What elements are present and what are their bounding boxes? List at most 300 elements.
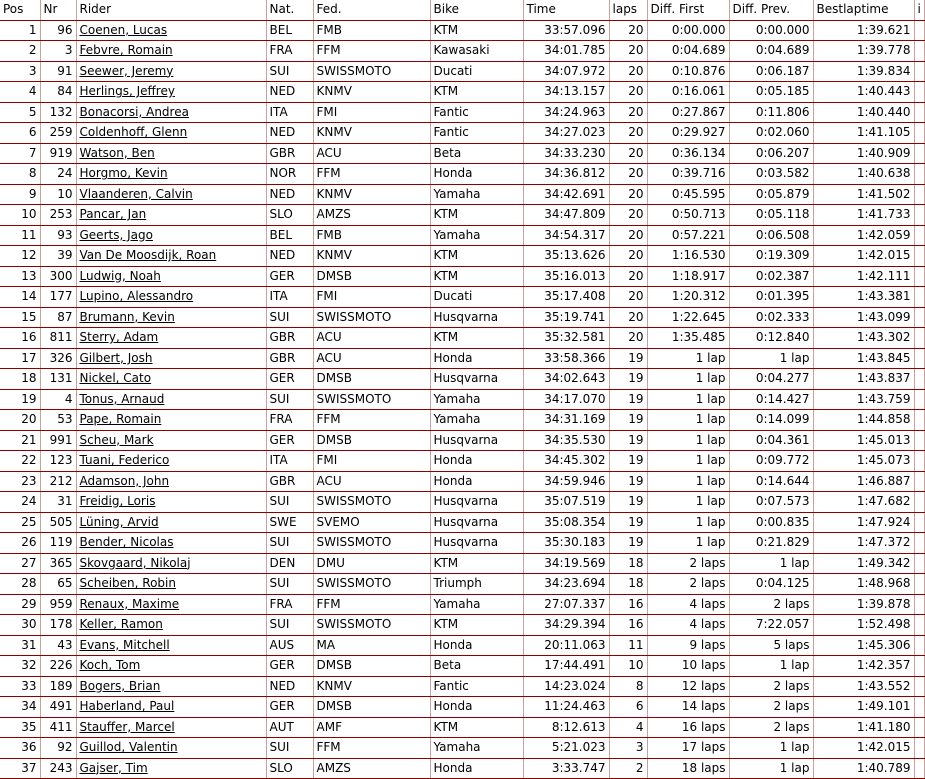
cell-nr: 96 (40, 20, 76, 41)
cell-info (914, 492, 924, 513)
cell-bike: KTM (430, 553, 523, 574)
cell-diff-prev: 0:07.573 (729, 492, 813, 513)
cell-nr: 93 (40, 225, 76, 246)
cell-nat: NED (266, 82, 313, 103)
cell-laps: 20 (609, 184, 647, 205)
rider-link[interactable]: Ludwig, Noah (79, 268, 161, 283)
cell-time: 34:23.694 (523, 574, 609, 595)
cell-rider (76, 348, 266, 369)
cell-bestlaptime: 1:41.733 (813, 205, 914, 226)
cell-pos: 27 (0, 553, 40, 574)
cell-bestlaptime: 1:46.887 (813, 471, 914, 492)
cell-diff-first: 9 laps (647, 635, 729, 656)
rider-link[interactable]: Van De Moosdijk, Roan (79, 248, 217, 263)
table-row (0, 369, 924, 390)
rider-link[interactable]: Lüning, Arvid (79, 514, 159, 529)
cell-time: 27:07.337 (523, 594, 609, 615)
cell-diff-prev: 1 lap (729, 553, 813, 574)
cell-laps: 20 (609, 287, 647, 308)
rider-link[interactable]: Koch, Tom (79, 658, 141, 673)
table-row (0, 533, 924, 554)
cell-time: 35:19.741 (523, 307, 609, 328)
cell-rider (76, 471, 266, 492)
cell-time: 34:59.946 (523, 471, 609, 492)
cell-bike: Husqvarna (430, 430, 523, 451)
cell-time: 35:07.519 (523, 492, 609, 513)
table-row (0, 656, 924, 677)
cell-time: 34:54.317 (523, 225, 609, 246)
cell-nr: 259 (40, 123, 76, 144)
cell-bestlaptime: 1:39.778 (813, 41, 914, 62)
cell-nr: 811 (40, 328, 76, 349)
cell-diff-prev: 0:06.207 (729, 143, 813, 164)
table-row (0, 307, 924, 328)
rider-link[interactable]: Geerts, Jago (79, 227, 153, 242)
cell-bestlaptime: 1:43.302 (813, 328, 914, 349)
cell-bike: Yamaha (430, 410, 523, 431)
table-row (0, 205, 924, 226)
cell-time: 34:33.230 (523, 143, 609, 164)
cell-fed: FFM (313, 164, 430, 185)
cell-bestlaptime: 1:40.440 (813, 102, 914, 123)
rider-link[interactable]: Coldenhoff, Glenn (79, 125, 188, 140)
cell-nat: GER (266, 656, 313, 677)
cell-diff-prev: 0:14.427 (729, 389, 813, 410)
cell-nat: GER (266, 697, 313, 718)
cell-fed: FMI (313, 451, 430, 472)
cell-rider (76, 594, 266, 615)
cell-nr: 4 (40, 389, 76, 410)
cell-diff-prev: 1 lap (729, 738, 813, 759)
table-row (0, 512, 924, 533)
cell-bike: Fantic (430, 102, 523, 123)
cell-rider (76, 758, 266, 779)
cell-bike: Honda (430, 635, 523, 656)
cell-rider (76, 492, 266, 513)
cell-diff-prev: 0:02.387 (729, 266, 813, 287)
cell-laps: 20 (609, 102, 647, 123)
cell-laps: 10 (609, 656, 647, 677)
cell-info (914, 656, 924, 677)
cell-rider (76, 41, 266, 62)
rider-link[interactable]: Tonus, Arnaud (79, 391, 165, 406)
header-row (0, 0, 924, 20)
cell-diff-first: 0:29.927 (647, 123, 729, 144)
table-row (0, 758, 924, 779)
cell-diff-prev: 0:12.840 (729, 328, 813, 349)
cell-fed: KNMV (313, 246, 430, 267)
cell-diff-prev: 0:11.806 (729, 102, 813, 123)
rider-link[interactable]: Herlings, Jeffrey (79, 84, 175, 99)
rider-link[interactable]: Sterry, Adam (79, 330, 159, 345)
cell-nat: GBR (266, 348, 313, 369)
cell-diff-prev: 0:00.000 (729, 20, 813, 41)
table-row (0, 20, 924, 41)
cell-time: 34:35.530 (523, 430, 609, 451)
header-diff-first: Diff. First (647, 0, 729, 20)
cell-diff-first: 0:45.595 (647, 184, 729, 205)
rider-link[interactable]: Bogers, Brian (79, 678, 161, 693)
cell-pos: 31 (0, 635, 40, 656)
cell-laps: 19 (609, 369, 647, 390)
cell-diff-first: 16 laps (647, 717, 729, 738)
cell-laps: 20 (609, 205, 647, 226)
cell-fed: DMSB (313, 266, 430, 287)
cell-diff-prev: 0:05.118 (729, 205, 813, 226)
cell-laps: 19 (609, 512, 647, 533)
cell-laps: 18 (609, 553, 647, 574)
cell-nr: 119 (40, 533, 76, 554)
table-row (0, 574, 924, 595)
cell-bike: Yamaha (430, 594, 523, 615)
cell-laps: 20 (609, 20, 647, 41)
cell-pos: 36 (0, 738, 40, 759)
cell-laps: 16 (609, 594, 647, 615)
rider-link[interactable]: Skovgaard, Nikolaj (79, 555, 191, 570)
cell-bike: KTM (430, 205, 523, 226)
cell-fed: MA (313, 635, 430, 656)
cell-diff-prev: 0:03.582 (729, 164, 813, 185)
cell-rider (76, 328, 266, 349)
cell-nat: SUI (266, 738, 313, 759)
cell-nat: SWE (266, 512, 313, 533)
cell-nat: NED (266, 246, 313, 267)
cell-pos: 23 (0, 471, 40, 492)
cell-diff-first: 1 lap (647, 348, 729, 369)
cell-bestlaptime: 1:43.845 (813, 348, 914, 369)
cell-nr: 365 (40, 553, 76, 574)
cell-diff-first: 0:00.000 (647, 20, 729, 41)
rider-link[interactable]: Adamson, John (79, 473, 170, 488)
cell-diff-prev: 2 laps (729, 697, 813, 718)
cell-nr: 131 (40, 369, 76, 390)
cell-bestlaptime: 1:43.759 (813, 389, 914, 410)
cell-pos: 4 (0, 82, 40, 103)
cell-time: 11:24.463 (523, 697, 609, 718)
cell-diff-prev: 1 lap (729, 758, 813, 779)
table-row (0, 389, 924, 410)
cell-nat: ITA (266, 287, 313, 308)
cell-diff-first: 4 laps (647, 615, 729, 636)
rider-link[interactable]: Scheu, Mark (79, 432, 154, 447)
cell-time: 34:19.569 (523, 553, 609, 574)
cell-pos: 15 (0, 307, 40, 328)
rider-link[interactable]: Pancar, Jan (79, 207, 147, 222)
cell-bestlaptime: 1:39.878 (813, 594, 914, 615)
cell-diff-first: 1 lap (647, 492, 729, 513)
cell-nr: 189 (40, 676, 76, 697)
cell-laps: 19 (609, 430, 647, 451)
table-row (0, 676, 924, 697)
cell-rider (76, 389, 266, 410)
cell-nat: FRA (266, 410, 313, 431)
cell-bike: Husqvarna (430, 369, 523, 390)
rider-link[interactable]: Bonacorsi, Andrea (79, 104, 189, 119)
rider-link[interactable]: Scheiben, Robin (79, 576, 176, 591)
cell-bestlaptime: 1:42.357 (813, 656, 914, 677)
cell-fed: AMZS (313, 758, 430, 779)
cell-bike: Kawasaki (430, 41, 523, 62)
cell-bestlaptime: 1:43.837 (813, 369, 914, 390)
cell-nr: 10 (40, 184, 76, 205)
rider-link[interactable]: Vlaanderen, Calvin (79, 186, 193, 201)
cell-info (914, 697, 924, 718)
cell-nat: SLO (266, 758, 313, 779)
cell-laps: 20 (609, 307, 647, 328)
cell-bestlaptime: 1:39.621 (813, 20, 914, 41)
cell-bike: Honda (430, 164, 523, 185)
header-rider: Rider (76, 0, 266, 20)
cell-nat: SLO (266, 205, 313, 226)
cell-info (914, 123, 924, 144)
cell-bestlaptime: 1:39.834 (813, 61, 914, 82)
rider-link[interactable]: Seewer, Jeremy (79, 63, 174, 78)
table-row (0, 266, 924, 287)
cell-bestlaptime: 1:42.111 (813, 266, 914, 287)
cell-rider (76, 20, 266, 41)
cell-bestlaptime: 1:41.502 (813, 184, 914, 205)
cell-nr: 300 (40, 266, 76, 287)
cell-fed: ACU (313, 143, 430, 164)
cell-time: 8:12.613 (523, 717, 609, 738)
rider-link[interactable]: Gajser, Tim (79, 760, 148, 775)
cell-bestlaptime: 1:52.498 (813, 615, 914, 636)
cell-laps: 19 (609, 533, 647, 554)
cell-pos: 25 (0, 512, 40, 533)
cell-bestlaptime: 1:43.552 (813, 676, 914, 697)
cell-info (914, 61, 924, 82)
cell-rider (76, 266, 266, 287)
cell-diff-prev: 0:04.277 (729, 369, 813, 390)
cell-fed: KNMV (313, 82, 430, 103)
cell-info (914, 287, 924, 308)
cell-rider (76, 574, 266, 595)
cell-nr: 326 (40, 348, 76, 369)
rider-link[interactable]: Freidig, Loris (79, 494, 156, 509)
cell-nat: NED (266, 184, 313, 205)
table-row (0, 717, 924, 738)
cell-laps: 20 (609, 41, 647, 62)
rider-link[interactable]: Lupino, Alessandro (79, 289, 194, 304)
cell-info (914, 307, 924, 328)
rider-link[interactable]: Brumann, Kevin (79, 309, 175, 324)
cell-info (914, 471, 924, 492)
cell-fed: KNMV (313, 676, 430, 697)
rider-link[interactable]: Pape, Romain (79, 412, 162, 427)
rider-link[interactable]: Watson, Ben (79, 145, 155, 160)
rider-link[interactable]: Guillod, Valentin (79, 740, 178, 755)
cell-time: 34:17.070 (523, 389, 609, 410)
cell-laps: 20 (609, 225, 647, 246)
cell-bestlaptime: 1:40.443 (813, 82, 914, 103)
cell-diff-first: 1 lap (647, 389, 729, 410)
cell-diff-prev: 0:06.187 (729, 61, 813, 82)
cell-fed: FFM (313, 41, 430, 62)
cell-nat: SUI (266, 615, 313, 636)
cell-bike: Fantic (430, 676, 523, 697)
cell-bike: Beta (430, 656, 523, 677)
cell-bike: KTM (430, 246, 523, 267)
cell-time: 35:30.183 (523, 533, 609, 554)
cell-nat: FRA (266, 41, 313, 62)
cell-laps: 19 (609, 348, 647, 369)
table-row (0, 635, 924, 656)
cell-bike: Honda (430, 758, 523, 779)
cell-fed: SWISSMOTO (313, 574, 430, 595)
cell-diff-first: 0:27.867 (647, 102, 729, 123)
table-row (0, 348, 924, 369)
cell-fed: KNMV (313, 184, 430, 205)
cell-fed: KNMV (313, 123, 430, 144)
cell-bestlaptime: 1:47.682 (813, 492, 914, 513)
table-row (0, 164, 924, 185)
cell-fed: AMF (313, 717, 430, 738)
cell-nr: 3 (40, 41, 76, 62)
cell-laps: 6 (609, 697, 647, 718)
table-row (0, 697, 924, 718)
cell-pos: 10 (0, 205, 40, 226)
cell-nat: SUI (266, 574, 313, 595)
cell-time: 34:27.023 (523, 123, 609, 144)
cell-pos: 7 (0, 143, 40, 164)
rider-link[interactable]: Nickel, Cato (79, 371, 152, 386)
cell-pos: 1 (0, 20, 40, 41)
cell-nat: BEL (266, 225, 313, 246)
cell-info (914, 758, 924, 779)
cell-nr: 505 (40, 512, 76, 533)
cell-nr: 65 (40, 574, 76, 595)
cell-fed: FMB (313, 225, 430, 246)
cell-nat: GER (266, 266, 313, 287)
cell-fed: FFM (313, 738, 430, 759)
cell-diff-first: 1 lap (647, 451, 729, 472)
cell-nat: BEL (266, 20, 313, 41)
cell-pos: 2 (0, 41, 40, 62)
cell-diff-prev: 0:21.829 (729, 533, 813, 554)
cell-nr: 253 (40, 205, 76, 226)
rider-link[interactable]: Gilbert, Josh (79, 350, 153, 365)
cell-rider (76, 635, 266, 656)
header-pos: Pos (0, 0, 40, 20)
cell-nat: GBR (266, 471, 313, 492)
cell-nr: 123 (40, 451, 76, 472)
cell-time: 34:24.963 (523, 102, 609, 123)
rider-link[interactable]: Bender, Nicolas (79, 535, 174, 550)
cell-pos: 37 (0, 758, 40, 779)
cell-bike: KTM (430, 717, 523, 738)
cell-rider (76, 307, 266, 328)
cell-time: 34:31.169 (523, 410, 609, 431)
cell-nat: NOR (266, 164, 313, 185)
cell-fed: SWISSMOTO (313, 492, 430, 513)
header-time: Time (523, 0, 609, 20)
cell-info (914, 102, 924, 123)
cell-bike: Yamaha (430, 184, 523, 205)
cell-time: 34:36.812 (523, 164, 609, 185)
cell-bike: Husqvarna (430, 492, 523, 513)
cell-rider (76, 451, 266, 472)
cell-nat: SUI (266, 307, 313, 328)
table-header (0, 0, 924, 20)
cell-diff-prev: 7:22.057 (729, 615, 813, 636)
cell-laps: 2 (609, 758, 647, 779)
cell-bestlaptime: 1:43.099 (813, 307, 914, 328)
cell-rider (76, 410, 266, 431)
cell-diff-prev: 0:02.333 (729, 307, 813, 328)
cell-diff-first: 0:57.221 (647, 225, 729, 246)
cell-time: 3:33.747 (523, 758, 609, 779)
cell-laps: 16 (609, 615, 647, 636)
cell-time: 33:57.096 (523, 20, 609, 41)
cell-rider (76, 82, 266, 103)
cell-diff-first: 1 lap (647, 512, 729, 533)
cell-nat: FRA (266, 594, 313, 615)
rider-link[interactable]: Evans, Mitchell (79, 637, 170, 652)
cell-bestlaptime: 1:47.924 (813, 512, 914, 533)
cell-info (914, 369, 924, 390)
cell-nat: SUI (266, 533, 313, 554)
cell-rider (76, 123, 266, 144)
cell-diff-prev: 0:04.125 (729, 574, 813, 595)
cell-diff-first: 14 laps (647, 697, 729, 718)
cell-pos: 16 (0, 328, 40, 349)
cell-diff-prev: 0:06.508 (729, 225, 813, 246)
cell-diff-prev: 2 laps (729, 717, 813, 738)
rider-link[interactable]: Coenen, Lucas (79, 22, 168, 37)
cell-nr: 132 (40, 102, 76, 123)
cell-rider (76, 533, 266, 554)
cell-nat: AUS (266, 635, 313, 656)
cell-bike: Beta (430, 143, 523, 164)
cell-info (914, 717, 924, 738)
cell-rider (76, 225, 266, 246)
cell-diff-first: 1 lap (647, 410, 729, 431)
cell-rider (76, 738, 266, 759)
cell-pos: 13 (0, 266, 40, 287)
header-nr: Nr (40, 0, 76, 20)
cell-diff-first: 12 laps (647, 676, 729, 697)
cell-fed: SWISSMOTO (313, 615, 430, 636)
cell-fed: FMI (313, 102, 430, 123)
rider-link[interactable]: Febvre, Romain (79, 43, 173, 58)
cell-diff-first: 1 lap (647, 471, 729, 492)
cell-info (914, 266, 924, 287)
table-row (0, 102, 924, 123)
cell-nr: 53 (40, 410, 76, 431)
cell-nr: 991 (40, 430, 76, 451)
cell-diff-first: 1:22.645 (647, 307, 729, 328)
rider-link[interactable]: Stauffer, Marcel (79, 719, 175, 734)
rider-link[interactable]: Renaux, Maxime (79, 596, 180, 611)
cell-pos: 8 (0, 164, 40, 185)
cell-nat: GER (266, 430, 313, 451)
cell-nr: 177 (40, 287, 76, 308)
rider-link[interactable]: Horgmo, Kevin (79, 166, 168, 181)
cell-time: 35:08.354 (523, 512, 609, 533)
cell-nr: 226 (40, 656, 76, 677)
cell-time: 35:17.408 (523, 287, 609, 308)
cell-nat: AUT (266, 717, 313, 738)
cell-pos: 29 (0, 594, 40, 615)
rider-link[interactable]: Tuani, Federico (79, 453, 170, 468)
cell-info (914, 738, 924, 759)
header-bike: Bike (430, 0, 523, 20)
rider-link[interactable]: Haberland, Paul (79, 699, 175, 714)
cell-rider (76, 143, 266, 164)
cell-nr: 24 (40, 164, 76, 185)
cell-pos: 12 (0, 246, 40, 267)
rider-link[interactable]: Keller, Ramon (79, 617, 163, 632)
